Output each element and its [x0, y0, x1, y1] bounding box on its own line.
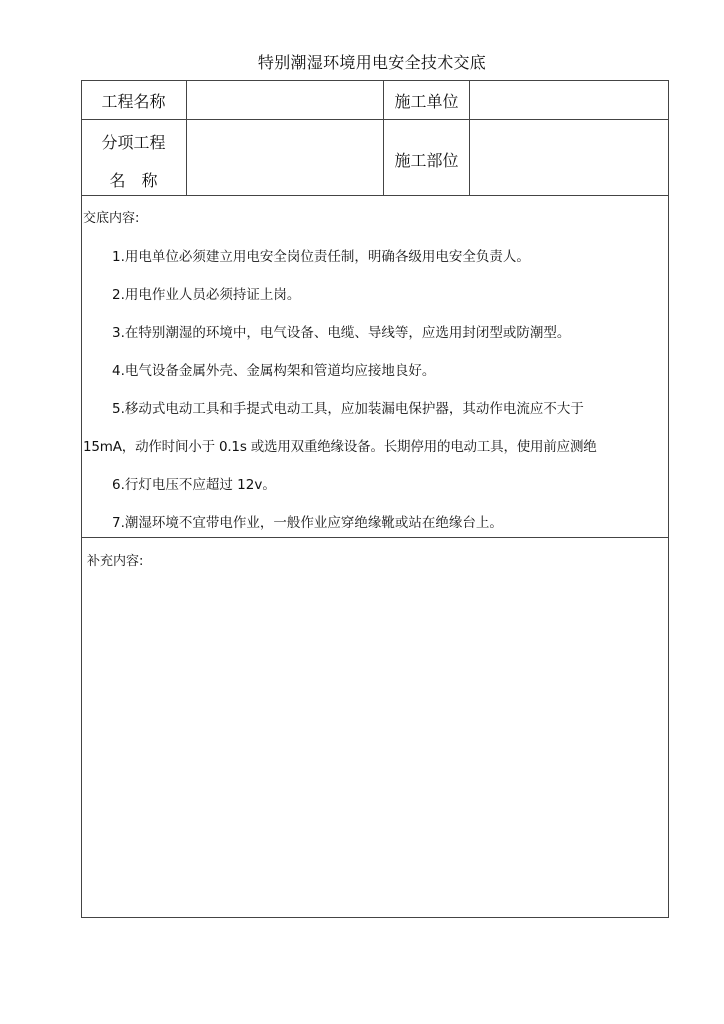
disclosure-label: 交底内容: [83, 211, 140, 226]
disclosure-item: 4.电气设备金属外壳、金属构架和管道均应接地良好。 [112, 363, 436, 379]
disclosure-item: 2.用电作业人员必须持证上岗。 [112, 287, 301, 303]
construction-unit-field[interactable] [470, 89, 669, 111]
sub-project-field[interactable] [187, 130, 383, 186]
document-title: 特别潮湿环境用电安全技术交底 [257, 53, 487, 72]
construction-part-label: 施工部位 [394, 151, 459, 170]
disclosure-item: 7.潮湿环境不宜带电作业，一般作业应穿绝缘靴或站在绝缘台上。 [112, 515, 503, 531]
row-divider [81, 537, 669, 538]
disclosure-item-continuation: 15mA，动作时间小于 0.1s 或选用双重绝缘设备。长期停用的电动工具，使用前应测绝 [83, 439, 597, 455]
supplement-label: 补充内容: [87, 554, 144, 569]
construction-unit-label: 施工单位 [394, 92, 459, 111]
disclosure-item: 6.行灯电压不应超过 12v。 [112, 477, 276, 493]
sub-project-label-line2: 名 称 [109, 171, 158, 190]
project-name-field[interactable] [187, 89, 383, 111]
sub-project-label-line1: 分项工程 [101, 133, 166, 152]
row-divider [81, 119, 669, 120]
disclosure-item: 1.用电单位必须建立用电安全岗位责任制，明确各级用电安全负责人。 [112, 249, 530, 265]
row-divider [81, 195, 669, 196]
project-name-label: 工程名称 [101, 92, 166, 111]
disclosure-item: 3.在特别潮湿的环境中，电气设备、电缆、导线等，应选用封闭型或防潮型。 [112, 325, 571, 341]
construction-part-field[interactable] [470, 130, 669, 186]
supplement-field[interactable] [83, 572, 667, 912]
disclosure-item: 5.移动式电动工具和手提式电动工具，应加装漏电保护器，其动作电流应不大于 [112, 401, 584, 417]
